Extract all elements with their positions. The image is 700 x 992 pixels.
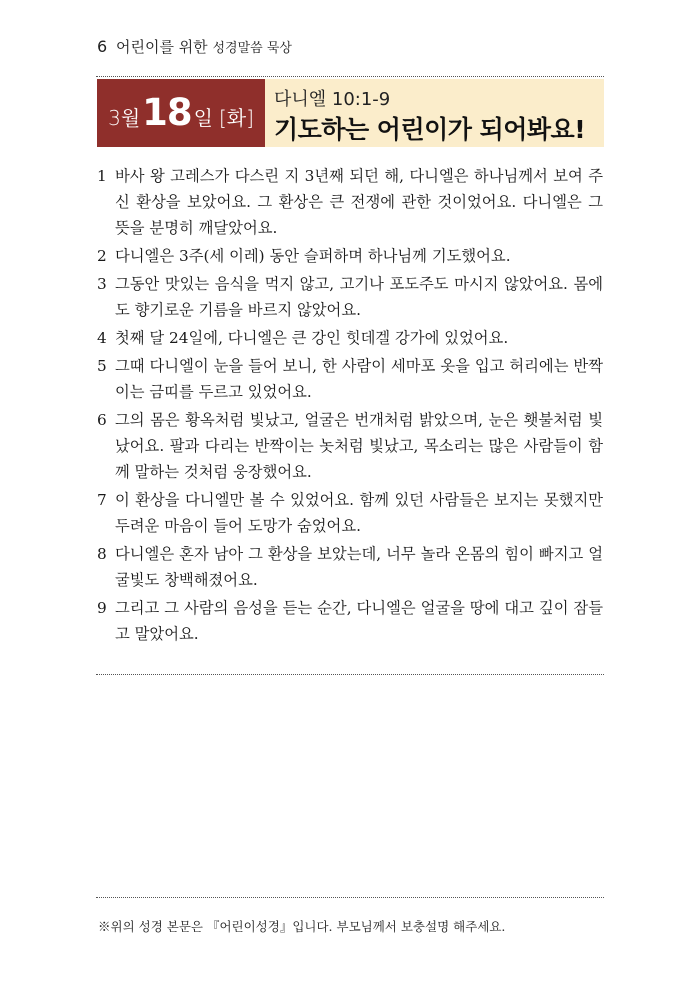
- verse: [97, 243, 603, 269]
- page-number: 6: [97, 37, 108, 56]
- verse-text: 다니엘은 혼자 남아 그 환상을 보았는데, 너무 놀라 온몸의 힘이 빠지고 얼굴빛도 창백해졌어요.: [115, 545, 603, 589]
- date-day: 18: [142, 91, 192, 134]
- verse-list: [97, 163, 603, 649]
- verse-text: 그때 다니엘이 눈을 들어 보니, 한 사람이 세마포 옷을 입고 허리에는 반짝이는 금띠를 두르고 있었어요.: [115, 357, 603, 401]
- top-divider: [96, 76, 604, 77]
- verse-number: 1: [97, 167, 107, 185]
- verse-number: 7: [97, 491, 107, 509]
- title-box: [265, 79, 604, 147]
- verse: [97, 595, 603, 647]
- verse-text: 그동안 맛있는 음식을 먹지 않고, 고기나 포도주도 마시지 않았어요. 몸에도 향기로운 기름을 바르지 않았어요.: [115, 275, 603, 319]
- verse-number: 6: [97, 411, 107, 429]
- verse-number: 3: [97, 275, 107, 293]
- verse-text: 이 환상을 다니엘만 볼 수 있었어요. 함께 있던 사람들은 보지는 못했지만 두려운 마음이 들어 도망가 숨었어요.: [115, 491, 603, 535]
- date-month: 3월: [108, 106, 141, 130]
- verse-end-divider: [96, 674, 604, 675]
- verse-text: 그의 몸은 황옥처럼 빛났고, 얼굴은 번개처럼 밝았으며, 눈은 횃불처럼 빛났어요. 팔과 다리는 반짝이는 놋처럼 빛났고, 목소리는 많은 사람들이 함께 말하는 것처럼 웅장했어요.: [115, 411, 603, 481]
- verse-text: 그리고 그 사람의 음성을 듣는 순간, 다니엘은 얼굴을 땅에 대고 깊이 잠들고 말았어요.: [115, 599, 603, 643]
- date-weekday: [화]: [218, 106, 254, 130]
- date-day-suffix: 일: [193, 106, 213, 130]
- footnote: ※위의 성경 본문은 『어린이성경』입니다. 부모님께서 보충설명 해주세요.: [98, 919, 506, 934]
- verse: [97, 487, 603, 539]
- date-box: [97, 79, 265, 147]
- verse-text: 첫째 달 24일에, 다니엘은 큰 강인 힛데겔 강가에 있었어요.: [115, 329, 509, 347]
- verse: [97, 353, 603, 405]
- running-head-subtitle: 성경말씀 묵상: [212, 41, 292, 56]
- devotion-header: [97, 79, 604, 147]
- verse-number: 2: [97, 247, 107, 265]
- running-head: [97, 36, 292, 57]
- verse-number: 8: [97, 545, 107, 563]
- verse-number: 9: [97, 599, 107, 617]
- verse-text: 바사 왕 고레스가 다스린 지 3년째 되던 해, 다니엘은 하나님께서 보여 주신 환상을 보았어요. 그 환상은 큰 전쟁에 관한 것이었어요. 다니엘은 그 뜻을 분명히 깨달았어요.: [115, 167, 603, 237]
- verse-number: 4: [97, 329, 107, 347]
- verse: [97, 271, 603, 323]
- verse: [97, 325, 603, 351]
- devotion-title: 기도하는 어린이가 되어봐요!: [274, 115, 586, 144]
- footnote-divider: [96, 897, 604, 898]
- verse-number: 5: [97, 357, 107, 375]
- verse: [97, 163, 603, 241]
- verse: [97, 541, 603, 593]
- verse-text: 다니엘은 3주(세 이레) 동안 슬퍼하며 하나님께 기도했어요.: [115, 247, 511, 265]
- running-head-title: 어린이를 위한: [115, 38, 208, 56]
- scripture-reference: 다니엘 10:1-9: [274, 89, 391, 110]
- verse: [97, 407, 603, 485]
